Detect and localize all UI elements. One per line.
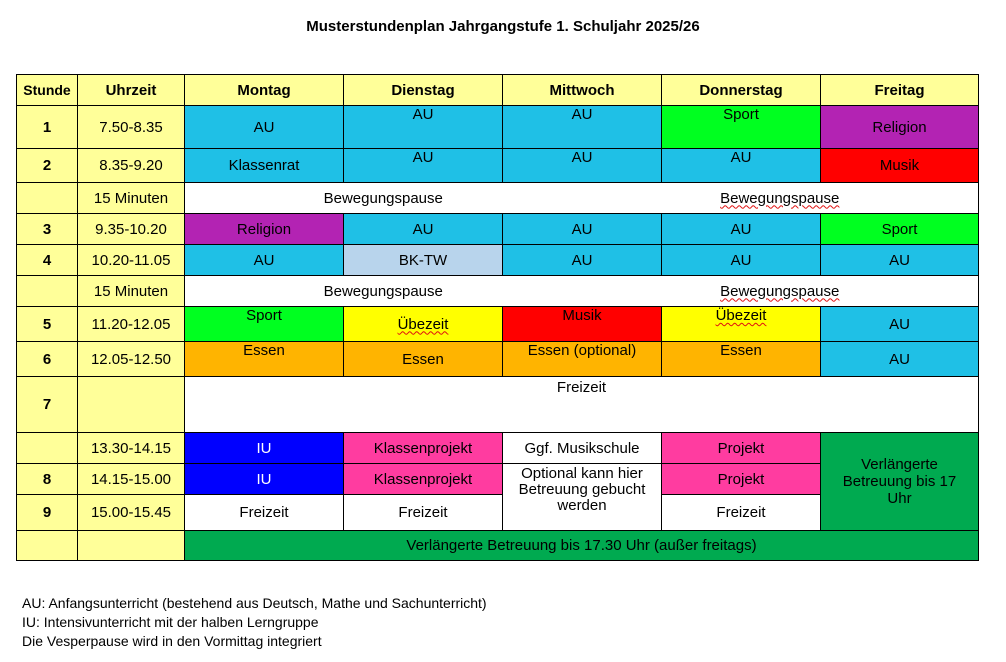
cell-montag: Klassenrat xyxy=(185,149,344,183)
cell-mittwoch: AU xyxy=(503,214,662,245)
cell-montag: Essen xyxy=(185,342,344,377)
cell-mittwoch: Musik xyxy=(503,307,662,342)
pause-row xyxy=(17,276,979,307)
table-row xyxy=(17,307,979,342)
lesson-time: 10.20-11.05 xyxy=(78,245,185,276)
cell-dienstag: Freizeit xyxy=(344,495,503,531)
lesson-time: 14.15-15.00 xyxy=(78,464,185,495)
pause-right: Bewegungspause xyxy=(720,189,840,207)
header-donnerstag: Donnerstag xyxy=(662,75,821,106)
uebezeit-label: Übezeit xyxy=(397,315,449,333)
lesson-time: 8.35-9.20 xyxy=(78,149,185,183)
lesson-number: 1 xyxy=(17,106,78,149)
header-uhrzeit: Uhrzeit xyxy=(78,75,185,106)
lesson-time: 15 Minuten xyxy=(78,183,185,214)
table-row xyxy=(17,106,979,149)
cell-donnerstag: Projekt xyxy=(662,464,821,495)
cell-dienstag: Klassenprojekt xyxy=(344,433,503,464)
lesson-number: 6 xyxy=(17,342,78,377)
cell-mittwoch: AU xyxy=(503,149,662,183)
cell-dienstag: AU xyxy=(344,106,503,149)
cell-dienstag xyxy=(344,307,503,342)
header-freitag: Freitag xyxy=(821,75,979,106)
lesson-time xyxy=(78,531,185,561)
table-row xyxy=(17,214,979,245)
cell-freitag: Sport xyxy=(821,214,979,245)
cell-mittwoch: Essen (optional) xyxy=(503,342,662,377)
table-row xyxy=(17,149,979,183)
cell-montag: AU xyxy=(185,245,344,276)
pause-left: Bewegungspause xyxy=(323,189,443,207)
table-row xyxy=(17,433,979,464)
header-row xyxy=(17,75,979,106)
lesson-number: 3 xyxy=(17,214,78,245)
betreuung-row: Verlängerte Betreuung bis 17.30 Uhr (außer freitags) xyxy=(185,531,979,561)
cell-freitag: Musik xyxy=(821,149,979,183)
lesson-number xyxy=(17,183,78,214)
lesson-number: 5 xyxy=(17,307,78,342)
table-row xyxy=(17,245,979,276)
cell-montag: IU xyxy=(185,433,344,464)
header-mittwoch: Mittwoch xyxy=(503,75,662,106)
lesson-number xyxy=(17,433,78,464)
cell-donnerstag: AU xyxy=(662,149,821,183)
lesson-number xyxy=(17,276,78,307)
lesson-time: 15.00-15.45 xyxy=(78,495,185,531)
cell-donnerstag: Essen xyxy=(662,342,821,377)
lesson-time xyxy=(78,377,185,433)
header-dienstag: Dienstag xyxy=(344,75,503,106)
lesson-number: 7 xyxy=(17,377,78,433)
cell-freitag: AU xyxy=(821,307,979,342)
cell-montag: Sport xyxy=(185,307,344,342)
cell-mittwoch: Ggf. Musikschule xyxy=(503,433,662,464)
table-row xyxy=(17,342,979,377)
note-iu: IU: Intensivunterricht mit der halben Lerngruppe xyxy=(22,614,319,630)
cell-mittwoch: AU xyxy=(503,106,662,149)
lesson-number: 9 xyxy=(17,495,78,531)
note-vesper: Die Vesperpause wird in den Vormittag integriert xyxy=(22,633,322,649)
lesson-time: 13.30-14.15 xyxy=(78,433,185,464)
pause-row xyxy=(17,183,979,214)
cell-montag: Religion xyxy=(185,214,344,245)
table-row xyxy=(17,377,979,433)
pause-cell xyxy=(185,183,979,214)
lesson-time: 11.20-12.05 xyxy=(78,307,185,342)
cell-donnerstag: Projekt xyxy=(662,433,821,464)
cell-freitag: Religion xyxy=(821,106,979,149)
cell-dienstag: Klassenprojekt xyxy=(344,464,503,495)
cell-donnerstag: Sport xyxy=(662,106,821,149)
header-stunde: Stunde xyxy=(17,75,78,106)
cell-dienstag: Essen xyxy=(344,342,503,377)
pause-right: Bewegungspause xyxy=(720,282,840,300)
cell-donnerstag xyxy=(662,307,821,342)
table-row xyxy=(17,531,979,561)
betreuung-freitag: Verlängerte Betreuung bis 17 Uhr xyxy=(821,433,979,531)
lesson-time: 7.50-8.35 xyxy=(78,106,185,149)
cell-dienstag: AU xyxy=(344,149,503,183)
freizeit-cell: Freizeit xyxy=(185,377,979,433)
cell-dienstag: BK-TW xyxy=(344,245,503,276)
timetable xyxy=(16,74,979,561)
page-title: Musterstundenplan Jahrgangstufe 1. Schuljahr 2025/26 xyxy=(306,18,700,35)
lesson-number: 2 xyxy=(17,149,78,183)
cell-mittwoch: Optional kann hier Betreuung gebucht werden xyxy=(503,464,662,531)
cell-freitag: AU xyxy=(821,245,979,276)
cell-mittwoch: AU xyxy=(503,245,662,276)
cell-donnerstag: Freizeit xyxy=(662,495,821,531)
cell-freitag: AU xyxy=(821,342,979,377)
pause-left: Bewegungspause xyxy=(323,282,443,300)
cell-montag: AU xyxy=(185,106,344,149)
header-montag: Montag xyxy=(185,75,344,106)
lesson-time: 15 Minuten xyxy=(78,276,185,307)
cell-donnerstag: AU xyxy=(662,214,821,245)
lesson-time: 12.05-12.50 xyxy=(78,342,185,377)
cell-donnerstag: AU xyxy=(662,245,821,276)
legend-notes xyxy=(22,594,487,651)
cell-montag: Freizeit xyxy=(185,495,344,531)
pause-cell xyxy=(185,276,979,307)
cell-montag: IU xyxy=(185,464,344,495)
lesson-time: 9.35-10.20 xyxy=(78,214,185,245)
cell-dienstag: AU xyxy=(344,214,503,245)
lesson-number xyxy=(17,531,78,561)
lesson-number: 4 xyxy=(17,245,78,276)
uebezeit-label: Übezeit xyxy=(715,307,767,324)
lesson-number: 8 xyxy=(17,464,78,495)
note-au: AU: Anfangsunterricht (bestehend aus Deutsch, Mathe und Sachunterricht) xyxy=(22,595,487,611)
